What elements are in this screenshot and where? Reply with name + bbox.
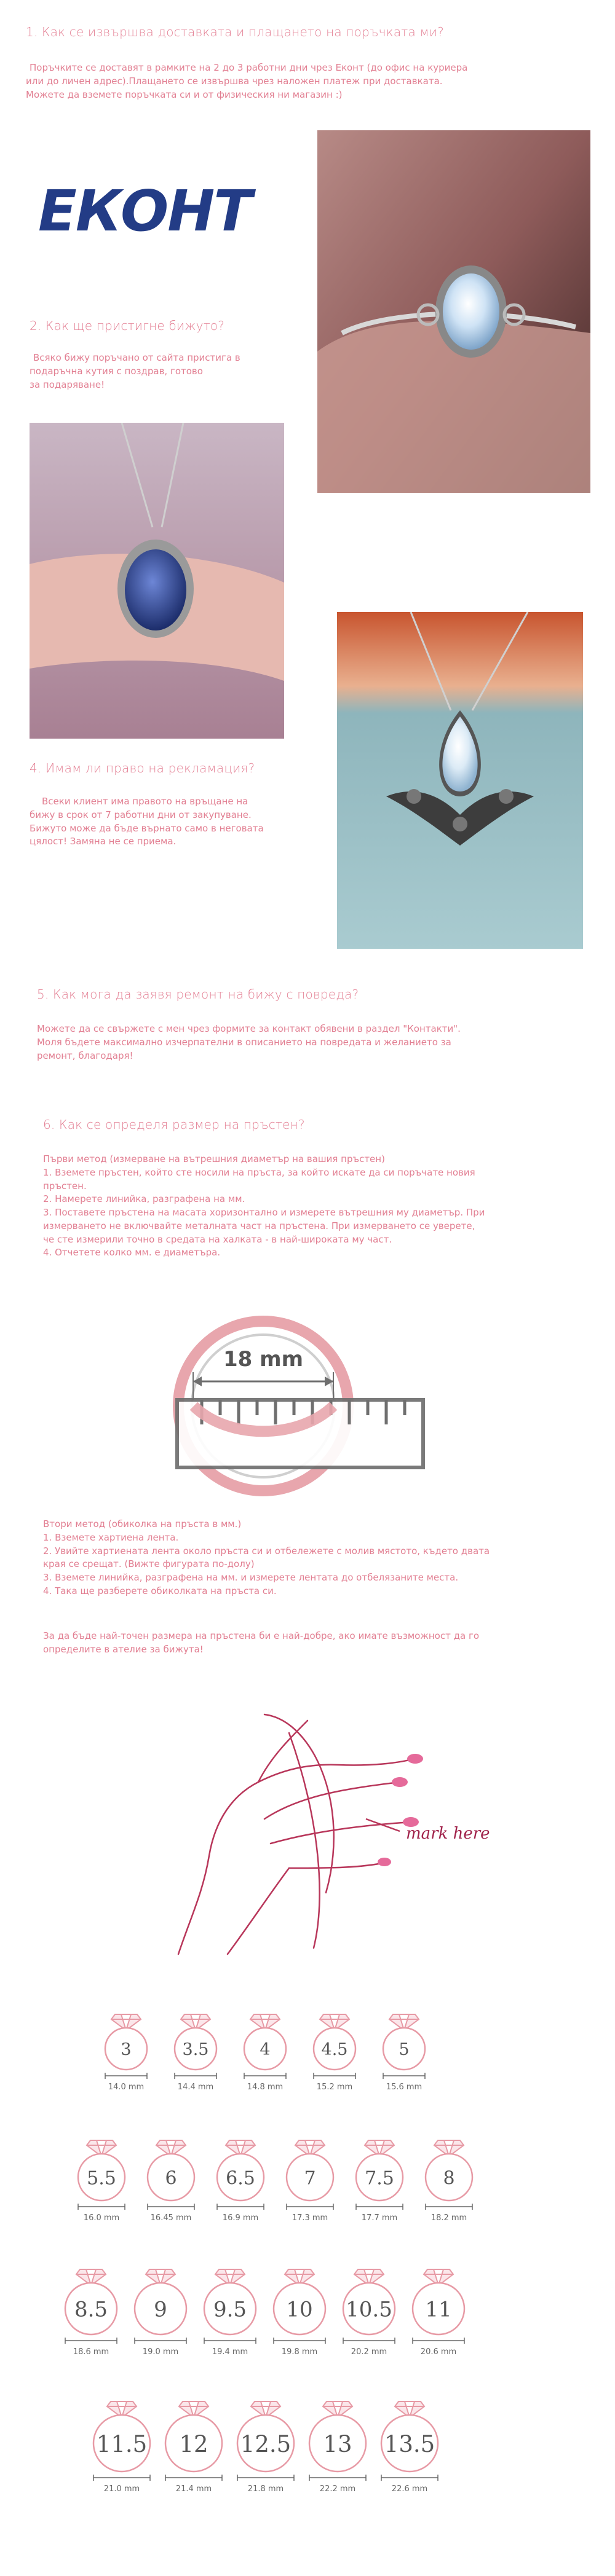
ring-size-number: 5.5 [87,2167,116,2189]
ring-size-mm: 22.6 mm [391,2484,428,2494]
ring-size-item [86,1997,166,2108]
faq-1-text [26,61,592,101]
ring-size-graphic [409,2123,489,2234]
pendant-photo [30,423,284,739]
ring-size-mm: 17.3 mm [292,2213,328,2223]
ring-size-mm: 14.4 mm [177,2083,214,2092]
ring-size-graphic [225,1997,305,2108]
faq-5-title: 5. Как мога да заявя ремонт на бижу с повреда? [37,987,359,1002]
faq-4-title: 4. Имам ли право на рекламация? [30,761,255,776]
ring-size-mm: 21.8 mm [247,2484,284,2494]
ring-size-item [339,2123,419,2234]
ring-size-number: 12 [179,2430,208,2457]
ring-size-chart [0,1997,615,2550]
ring-size-mm: 16.0 mm [83,2213,120,2223]
ring-size-number: 3 [121,2040,132,2060]
ring-size-graphic [86,1997,166,2108]
ring-size-item [156,1997,236,2108]
ring-size-mm: 19.8 mm [281,2347,318,2357]
faq-4-line: бижу в срок от 7 работни дни от закупуване. [30,809,252,820]
faq-5-line: Моля бъдете максимално изчерпателни в описанието на повредата и желанието за [37,1036,451,1048]
ring-size-graphic [260,2252,339,2363]
ring-size-mm: 14.8 mm [247,2083,284,2092]
ring-size-graphic [156,1997,236,2108]
ring-size-number: 12.5 [240,2430,292,2457]
ring-size-mm: 16.9 mm [222,2213,259,2223]
ring-size-item [364,1997,444,2108]
faq-1-line: Можете да вземете поръчката си и от физическия ни магазин :) [26,88,343,100]
ring-size-mm: 19.0 mm [142,2347,179,2357]
faq-2-text [30,351,300,391]
ring-size-item [260,2252,339,2363]
ring-size-number: 11 [425,2297,452,2322]
ring-size-number: 9.5 [213,2297,247,2322]
ring-size-graphic [51,2252,131,2363]
faq-5-text [37,1023,590,1062]
ring-size-graphic [121,2252,200,2363]
faq-5-line: ремонт, благодаря! [37,1050,133,1061]
ring-size-number: 7.5 [365,2167,394,2189]
method-2-line: Втори метод (обиколка на пръста в мм.) [43,1518,242,1530]
ring-size-mm: 19.4 mm [212,2347,248,2357]
ring-size-graphic [295,1997,375,2108]
ring-size-graphic [329,2252,409,2363]
ring-size-graphic [399,2252,478,2363]
ring-size-graphic [339,2123,419,2234]
bracelet-photo [317,130,590,493]
faq-2-line: за подаряване! [30,379,105,390]
ring-ruler-illustration [166,1308,437,1504]
ring-size-item [82,2384,162,2495]
ring-size-graphic [62,2123,141,2234]
faq-1-line: Поръчките се доставят в рамките на 2 до 3 работни дни чрез Еконт (до офис на куриера [30,62,468,73]
method-1-line: 1. Вземете пръстен, който сте носили на пръста, за който искате да си поръчате новия [43,1166,475,1178]
method-1-line: 4. Отчетете колко мм. е диаметъра. [43,1247,221,1259]
ring-size-number: 8 [443,2167,455,2189]
ring-size-number: 5 [399,2040,410,2060]
ring-size-graphic [82,2384,162,2495]
ring-size-number: 11.5 [96,2430,148,2457]
method-1-line: Първи метод (измерване на вътрешния диаметър на вашия пръстен) [43,1153,385,1164]
method-2-line: 3. Вземете линийка, разграфена на мм. и измерете лентата до отбелязаните места. [43,1572,459,1583]
faq-4-line: Бижуто може да бъде върнато само в неговата [30,822,264,834]
ring-size-item [121,2252,200,2363]
ring-size-item [370,2384,450,2495]
faq-4-line: цялост! Замяна не се приема. [30,836,177,847]
ring-size-item [200,2123,280,2234]
ring-size-item [270,2123,350,2234]
ring-size-mm: 22.2 mm [319,2484,356,2494]
ring-size-item [225,1997,305,2108]
ring-size-item [399,2252,478,2363]
faq-2-line: подаръчна кутия с поздрав, готово [30,365,203,377]
ring-size-graphic [298,2384,378,2495]
ring-method-1 [43,1153,597,1260]
ring-size-mm: 20.2 mm [351,2347,387,2357]
ring-size-mm: 14.0 mm [108,2083,145,2092]
ring-size-mm: 21.4 mm [175,2484,212,2494]
ring-size-item [295,1997,375,2108]
ring-size-mm: 16.45 mm [150,2213,192,2223]
ring-method-2 [43,1518,597,1598]
note-line: За да бъде най-точен размера на пръстена би е най-добре, ако имате възможност да го [43,1630,479,1641]
ring-size-mm: 20.6 mm [420,2347,457,2357]
method-1-line: 3. Поставете пръстена на масата хоризонтално и измерете вътрешния му диаметър. При [43,1207,485,1218]
ring-note [43,1630,597,1657]
ring-size-item [190,2252,270,2363]
faq-5-line: Можете да се свържете с мен чрез формите за контакт обявени в раздел "Контакти". [37,1023,461,1034]
ring-size-graphic [200,2123,280,2234]
ring-size-number: 6 [165,2167,177,2189]
faq-2-line: Всяко бижу поръчано от сайта пристига в [33,352,240,363]
ring-size-item [62,2123,141,2234]
ring-size-mm: 18.2 mm [430,2213,467,2223]
note-line: определите в ателие за бижута! [43,1643,204,1655]
method-1-line: пръстен. [43,1180,87,1192]
ring-size-item [154,2384,234,2495]
ring-size-item [298,2384,378,2495]
ring-size-number: 4.5 [321,2040,348,2060]
ring-size-graphic [131,2123,211,2234]
faq-2-title: 2. Как ще пристигне бижуто? [30,318,225,333]
hand-measure-illustration [166,1696,510,1960]
mark-here-label: mark here [406,1824,490,1843]
ring-size-item [329,2252,409,2363]
ring-size-mm: 15.6 mm [386,2083,423,2092]
ring-size-graphic [270,2123,350,2234]
ring-size-item [226,2384,306,2495]
ring-size-number: 10.5 [346,2297,392,2322]
ring-size-number: 10 [286,2297,313,2322]
ring-size-mm: 15.2 mm [316,2083,353,2092]
moonstone-necklace-photo [337,612,583,949]
ring-size-mm: 21.0 mm [103,2484,140,2494]
method-2-line: 1. Вземете хартиена лента. [43,1531,179,1543]
faq-4-line: Всеки клиент има правото на връщане на [42,796,248,807]
method-1-line: че сте измерили точно в средата на халката - в най-широката му част. [43,1233,392,1245]
ring-size-item [409,2123,489,2234]
ring-size-graphic [154,2384,234,2495]
ring-size-mm: 18.6 mm [73,2347,109,2357]
ring-size-mm: 17.7 mm [361,2213,398,2223]
ring-size-graphic [226,2384,306,2495]
faq-1-line: или до личен адрес).Плащането се извършва чрез наложен платеж при доставката. [26,75,443,87]
faq-4-text [30,795,319,849]
ring-size-item [51,2252,131,2363]
method-2-line: края се срещат. (Вижте фигурата по-долу) [43,1558,255,1570]
ring-size-number: 13.5 [384,2430,435,2457]
method-2-line: 2. Увийте хартиената лента около пръста си и отбележете с молив мястото, където двата [43,1545,490,1557]
faq-1-title: 1. Как се извършва доставката и плащането на поръчката ми? [26,25,444,39]
ring-size-number: 13 [323,2430,352,2457]
method-2-line: 4. Така ще разберете обиколката на пръста си. [43,1585,277,1596]
ring-size-number: 9 [154,2297,167,2322]
ring-size-graphic [190,2252,270,2363]
ring-size-number: 6.5 [226,2167,255,2189]
ring-size-number: 7 [304,2167,316,2189]
ruler-label: 18 mm [223,1347,304,1372]
ring-size-number: 4 [260,2040,271,2060]
ring-size-number: 8.5 [74,2297,108,2322]
ring-size-graphic [364,1997,444,2108]
econt-logo: ЕКОНТ [38,178,252,244]
ring-size-number: 3.5 [182,2040,209,2060]
method-1-line: измерването не включвайте металната част на пръстена. При измерването се уверете, [43,1220,475,1231]
ring-size-item [131,2123,211,2234]
method-1-line: 2. Намерете линийка, разграфена на мм. [43,1193,245,1205]
faq-6-title: 6. Как се определя размер на пръстен? [43,1117,305,1132]
ring-size-graphic [370,2384,450,2495]
